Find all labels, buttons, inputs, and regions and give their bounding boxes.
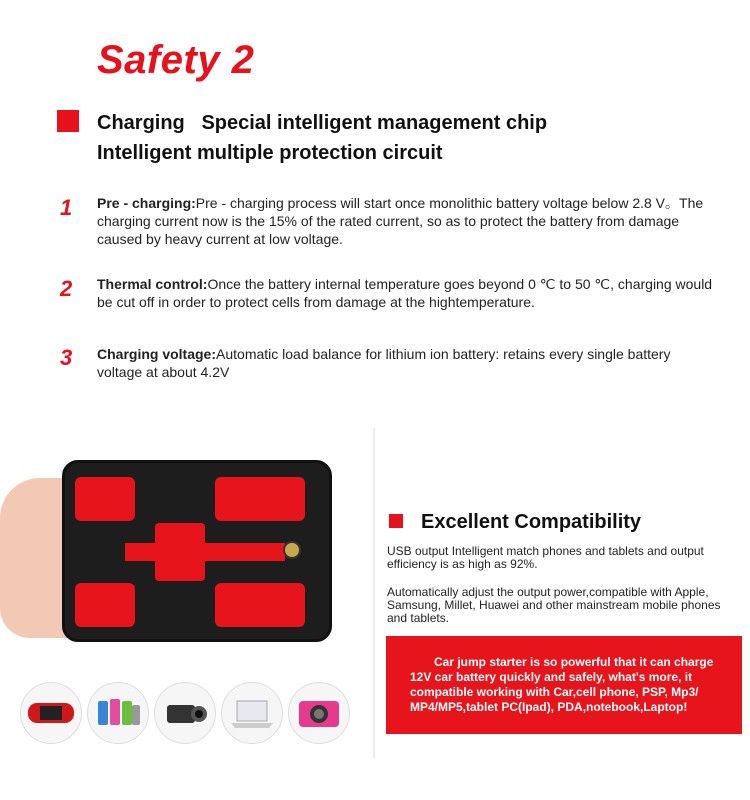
item-number-2: 2 (60, 276, 73, 301)
psp-icon (20, 682, 82, 744)
item-body-3: Automatic load balance for lithium ion battery: retains every single battery voltage at about 4.2V (97, 346, 671, 380)
item-label-2: Thermal control: (97, 276, 208, 292)
item-number-1: 1 (60, 195, 73, 220)
vertical-divider (373, 428, 375, 758)
page-title: Safety 2 (97, 38, 255, 82)
compat-paragraph-2: Automatically adjust the output power,compatible with Apple, Samsung, Millet, Huawei and other mainstream mobile phones and tablets. (387, 585, 721, 625)
product-photo (0, 448, 370, 648)
port-icon (283, 541, 301, 559)
mp3-players-icon (87, 682, 149, 744)
jump-starter-device (62, 460, 332, 642)
laptop-icon (221, 682, 283, 744)
compat-paragraph-1: USB output Intelligent match phones and tablets and output efficiency is as high as 92%. (387, 544, 704, 571)
camera-icon (288, 682, 350, 744)
item-text-2 (97, 275, 717, 311)
item-label-1: Pre - charging: (97, 195, 196, 211)
device-icons-row (20, 682, 350, 744)
item-body-2: Once the battery internal temperature goes beyond 0 ℃ to 50 ℃, charging would be cut off in order to protect cells from damage at the hightemperature. (97, 276, 713, 310)
item-text-3 (97, 345, 717, 381)
item-number-3: 3 (60, 345, 73, 370)
heading-bullet-square (57, 110, 79, 132)
item-text-1 (97, 194, 717, 248)
compat-bullet-square (389, 514, 403, 528)
heading-line-1: Charging Special intelligent management chip (97, 112, 548, 134)
item-label-3: Charging voltage: (97, 346, 217, 362)
compat-highlight-text: Car jump starter is so powerful that it can charge 12V car battery quickly and safely, what's more, it compatible working with Car,cell phone, PSP, Mp3/ MP4/MP5,tablet PC(Ipad), PDA,notebook,Laptop! (410, 655, 714, 714)
camcorder-icon (154, 682, 216, 744)
compat-title: Excellent Compatibility (421, 511, 642, 533)
item-body-1: Pre - charging process will start once monolithic battery voltage below 2.8 V。The charging current now is the 15% of the rated current, so as to protect the battery from damage caused by heavy current at low voltage. (97, 195, 704, 247)
heading-line-2: Intelligent multiple protection circuit (97, 142, 443, 164)
compat-highlight-box (386, 636, 742, 734)
